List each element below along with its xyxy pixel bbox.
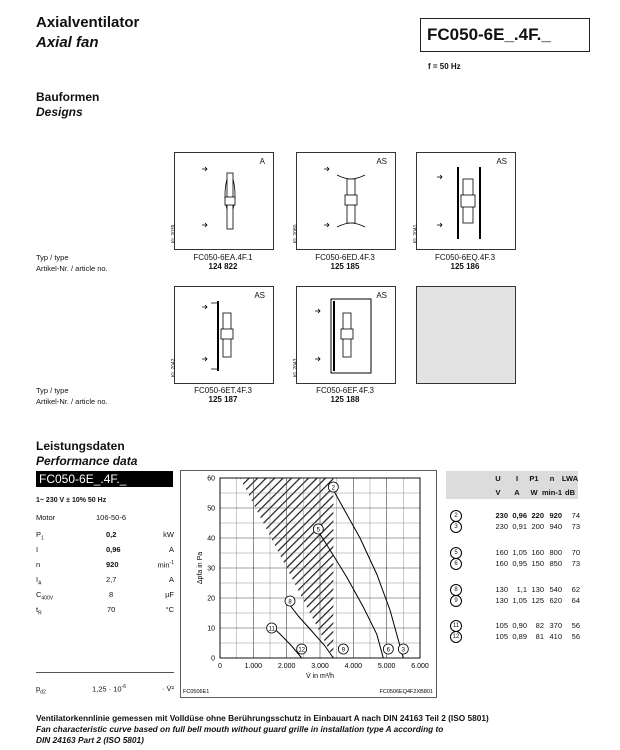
ops-value: 125 <box>531 596 544 605</box>
caption-eq <box>405 253 525 271</box>
type-value: FC050-6EA.4F.1 <box>193 253 253 262</box>
ops-value: 220 <box>531 511 544 520</box>
ops-value: 70 <box>571 548 580 557</box>
article-value: 125 188 <box>330 395 360 404</box>
type-label-1: Typ / type <box>36 253 69 262</box>
ops-header: P1 <box>529 474 539 483</box>
marker-label: 5 <box>316 527 321 534</box>
frequency-label: f = 50 Hz <box>428 62 461 71</box>
ops-value: 850 <box>549 559 562 568</box>
article-value: 124 822 <box>208 262 238 271</box>
chart-code-right: FC0506EQ4F2XB801 <box>379 689 433 695</box>
x-tick-label: 2.000 <box>277 663 296 670</box>
x-tick-label: 3.000 <box>311 663 329 670</box>
mount-code: AS <box>376 157 387 166</box>
spec-label: n <box>36 560 41 569</box>
design-card-ef <box>293 286 396 384</box>
caption-ea <box>163 253 283 271</box>
footnote-en-2: DIN 24163 Part 2 (ISO 5801) <box>36 735 144 745</box>
ops-unit: min-1 <box>541 488 562 497</box>
ops-value: 230 <box>495 522 508 531</box>
ops-value: 56 <box>571 621 580 630</box>
kl-code: KL 2041 <box>413 224 419 243</box>
footnote-en-1: Fan characteristic curve based on full bell mouth without guard grille in installation type A according to <box>36 724 444 734</box>
article-value: 125 187 <box>208 395 238 404</box>
spec-value: 0,96 <box>106 545 121 554</box>
spec-label: $t_R$ <box>36 605 42 617</box>
ops-value: 105 <box>495 632 508 641</box>
ops-value: 200 <box>531 522 544 531</box>
fan-drawing <box>175 153 273 249</box>
operating-point-marker <box>297 644 307 654</box>
caption-et <box>163 386 283 404</box>
operating-point-marker <box>285 596 295 606</box>
ops-point-marker: 6 <box>450 558 462 570</box>
kl-code: KL 2080 <box>293 224 299 243</box>
spec-value: 70 <box>107 605 116 614</box>
marker-label: 9 <box>341 647 346 654</box>
model-bar-label: FC050-6E_.4F._ <box>39 472 127 486</box>
x-tick-label: 6.000 <box>411 663 429 670</box>
ops-unit: dB <box>565 488 575 497</box>
y-tick-label: 30 <box>207 565 215 573</box>
y-axis-label: Δpfa in Pa <box>197 551 204 585</box>
performance-heading-de: Leistungsdaten <box>36 439 125 453</box>
operating-point-marker <box>338 644 348 654</box>
ops-value: 0,96 <box>512 511 527 520</box>
type-value: FC050-6EF.4F.3 <box>316 386 374 395</box>
type-value: FC050-6ET.4F.3 <box>194 386 252 395</box>
ops-value: 150 <box>531 559 544 568</box>
article-label-2: Artikel-Nr. / article no. <box>36 397 108 406</box>
mount-code: AS <box>376 291 387 300</box>
ops-value: 130 <box>495 596 508 605</box>
y-tick-label: 20 <box>207 595 215 603</box>
article-value: 125 186 <box>450 262 480 271</box>
ops-value: 105 <box>495 621 508 630</box>
ops-value: 1,05 <box>512 596 527 605</box>
y-tick-label: 50 <box>207 505 215 513</box>
article-value: 125 185 <box>330 262 360 271</box>
spec-value: 0,2 <box>106 530 117 539</box>
ops-point-marker: 9 <box>450 595 462 607</box>
y-tick-label: 0 <box>211 655 215 663</box>
operating-points-table <box>446 471 578 671</box>
design-card-et <box>171 286 274 384</box>
fan-drawing <box>297 287 395 383</box>
kl-code: KL 2039 <box>171 224 177 243</box>
ops-value: 0,89 <box>512 632 527 641</box>
design-card-eq <box>413 152 516 250</box>
ops-value: 56 <box>571 632 580 641</box>
spec-unit: kW <box>163 530 174 539</box>
ops-value: 160 <box>495 548 508 557</box>
marker-label: 8 <box>288 599 292 606</box>
ops-value: 800 <box>549 548 562 557</box>
ops-value: 0,95 <box>512 559 527 568</box>
spec-value: 8 <box>109 590 114 599</box>
ops-value: 410 <box>549 632 562 641</box>
spec-unit: °C <box>165 605 174 614</box>
ops-value: 62 <box>571 585 580 594</box>
supply-label: 1~ 230 V ± 10% 50 Hz <box>36 497 107 504</box>
spec-value: 2,7 <box>106 575 117 584</box>
spec-value: 106-50-6 <box>96 513 127 522</box>
ops-point-marker: 3 <box>450 521 462 533</box>
mount-code: AS <box>254 291 265 300</box>
ops-value: 130 <box>531 585 544 594</box>
article-label-1: Artikel-Nr. / article no. <box>36 264 108 273</box>
fan-drawing <box>417 153 515 249</box>
caption-ef <box>285 386 405 404</box>
ops-value: 73 <box>571 522 580 531</box>
spec-label: I <box>36 545 39 554</box>
ops-header: n <box>549 474 555 483</box>
y-tick-label: 60 <box>207 475 215 483</box>
designs-heading-de: Bauformen <box>36 90 100 104</box>
divider <box>36 672 174 673</box>
ops-value: 64 <box>571 596 580 605</box>
ops-value: 82 <box>535 621 544 630</box>
fan-drawing <box>297 153 395 249</box>
design-card-ea <box>171 152 274 250</box>
ops-value: 160 <box>531 548 544 557</box>
ops-point-marker: 11 <box>450 620 462 632</box>
spec-unit: A <box>168 545 174 554</box>
title-de: Axialventilator <box>36 14 140 31</box>
ops-unit: A <box>514 488 520 497</box>
spec-label: $p_{d2}$ <box>36 684 46 696</box>
spec-label: $C_{400V}$ <box>36 590 54 602</box>
x-tick-label: 5.000 <box>377 663 396 670</box>
model-header-box <box>420 18 590 52</box>
ops-value: 940 <box>549 522 562 531</box>
x-axis-label: V̇ in m³/h <box>305 673 335 680</box>
ops-value: 920 <box>549 511 562 520</box>
operating-point-marker <box>398 644 408 654</box>
marker-label: 12 <box>298 647 306 654</box>
spec-unit: A <box>168 575 174 584</box>
ops-header: U <box>495 474 501 483</box>
ops-value: 74 <box>571 511 580 520</box>
operating-point-marker <box>313 524 323 534</box>
y-tick-label: 10 <box>207 625 215 633</box>
operating-point-marker <box>328 482 338 492</box>
spec-label: $I_A$ <box>36 575 42 587</box>
ops-value: 230 <box>495 511 508 520</box>
fan-drawing <box>175 287 273 383</box>
footnote-de: Ventilatorkennlinie gemessen mit Volldüse ohne Berührungsschutz in Einbauart A nach DIN 24163 Teil 2 (ISO 5801) <box>36 713 489 723</box>
marker-label: 11 <box>268 626 275 633</box>
ops-unit: W <box>530 488 538 497</box>
title-en: Axial fan <box>36 34 99 51</box>
ops-value: 130 <box>495 585 508 594</box>
ops-value: 0,91 <box>512 522 527 531</box>
ops-value: 540 <box>549 585 562 594</box>
ops-value: 81 <box>535 632 544 641</box>
performance-heading-en: Performance data <box>36 454 138 468</box>
ops-unit: V <box>495 488 501 497</box>
mount-code: A <box>259 157 265 166</box>
ops-value: 620 <box>549 596 562 605</box>
empty-design-slot <box>416 286 516 384</box>
fan-characteristic-chart <box>180 470 437 698</box>
design-card-ed <box>293 152 396 250</box>
ops-value: 160 <box>495 559 508 568</box>
ops-value: 0,90 <box>512 621 527 630</box>
spec-value: 920 <box>106 560 119 569</box>
type-value: FC050-6EQ.4F.3 <box>434 253 496 262</box>
spec-unit: · V̇² <box>161 684 174 693</box>
y-tick-label: 40 <box>207 535 215 543</box>
ops-point-marker: 12 <box>450 631 462 643</box>
model-label: FC050-6E_.4F._ <box>427 25 551 44</box>
mount-code: AS <box>496 157 507 166</box>
spec-label: $P_1$ <box>36 530 44 542</box>
operating-point-marker <box>383 644 393 654</box>
x-tick-label: 4.000 <box>344 663 363 670</box>
ops-value: 1,05 <box>512 548 527 557</box>
spec-value: $1,25 \cdot 10^{-6}$ <box>92 684 127 694</box>
ops-value: 73 <box>571 559 580 568</box>
marker-label: 3 <box>401 647 406 654</box>
ops-point-marker: 5 <box>450 547 462 559</box>
chart-code-left: FC0506E1 <box>183 689 210 695</box>
x-tick-label: 1.000 <box>244 663 263 670</box>
spec-label: Motor <box>36 513 56 522</box>
kl-code: KL 2042 <box>171 358 177 377</box>
model-bar <box>36 471 173 487</box>
marker-label: 2 <box>331 485 336 492</box>
ops-point-marker: 8 <box>450 584 462 596</box>
type-label-2: Typ / type <box>36 386 69 395</box>
ops-header: I <box>515 474 519 483</box>
type-value: FC050-6ED.4F.3 <box>315 253 375 262</box>
marker-label: 6 <box>386 647 391 654</box>
operating-point-marker <box>267 623 277 633</box>
spec-unit: µF <box>165 590 174 599</box>
ops-value: 1,1 <box>516 585 527 594</box>
spec-unit: $\min^{-1}$ <box>157 560 174 570</box>
caption-ed <box>285 253 405 271</box>
ops-point-marker: 2 <box>450 510 462 522</box>
kl-code: KL 2043 <box>293 358 299 377</box>
x-tick-label: 0 <box>218 663 222 670</box>
ops-value: 370 <box>549 621 562 630</box>
designs-heading-en: Designs <box>36 105 83 119</box>
ops-header: LWA <box>561 474 579 483</box>
